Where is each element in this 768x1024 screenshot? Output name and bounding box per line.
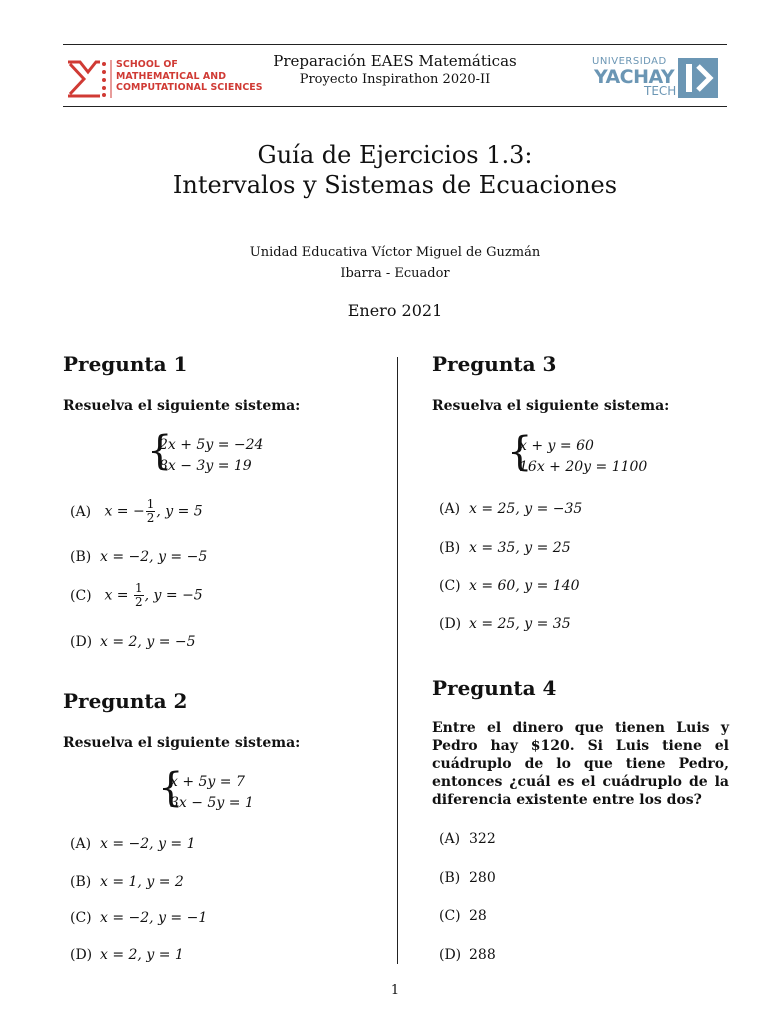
option-value-prefix: x = <box>104 587 133 604</box>
option-value-prefix: x = − <box>104 503 145 520</box>
question-3-option-a[interactable] <box>439 501 582 517</box>
column-divider <box>397 357 398 964</box>
option-label: (A) <box>439 501 461 517</box>
option-value: x = −2, y = −5 <box>100 549 208 565</box>
question-4-title: Pregunta 4 <box>432 676 557 700</box>
option-label: (C) <box>439 908 461 924</box>
option-value-suffix: , y = −5 <box>144 587 203 604</box>
option-value: x = −2, y = 1 <box>100 836 196 852</box>
option-value: x = 1, y = 2 <box>100 874 184 890</box>
question-4-option-b[interactable] <box>439 870 496 886</box>
document-title-line1: Guía de Ejercicios 1.3: <box>257 141 533 169</box>
school-logo-line: MATHEMATICAL AND <box>116 70 227 82</box>
option-label: (A) <box>70 836 92 852</box>
question-2-option-b[interactable] <box>70 874 184 890</box>
page-number: 1 <box>390 983 400 998</box>
option-label: (C) <box>70 587 92 604</box>
school-logo-line: COMPUTATIONAL SCIENCES <box>116 82 263 93</box>
system-equation: 16x + 20y = 1100 <box>519 459 648 475</box>
question-2-title: Pregunta 2 <box>63 689 188 713</box>
option-value: x = 60, y = 140 <box>469 578 580 594</box>
option-label: (D) <box>70 634 93 650</box>
option-label: (C) <box>439 578 461 594</box>
question-2-option-c[interactable] <box>70 910 207 926</box>
question-1-option-d[interactable] <box>70 634 196 650</box>
header-bottom-rule <box>63 106 727 107</box>
question-1-title: Pregunta 1 <box>63 352 188 376</box>
option-value-suffix: , y = 5 <box>156 503 203 520</box>
fraction <box>146 498 156 525</box>
fraction <box>134 582 144 609</box>
fraction-denominator: 2 <box>134 595 143 609</box>
option-value: 280 <box>469 870 496 886</box>
question-2-option-d[interactable] <box>70 947 184 963</box>
option-value: x = −2, y = −1 <box>100 910 208 926</box>
option-value: x = 2, y = −5 <box>100 634 196 650</box>
header-subtitle: Proyecto Inspirathon 2020-II <box>299 72 491 87</box>
system-brace: { <box>507 429 533 475</box>
fraction-numerator: 1 <box>146 497 155 511</box>
question-1-option-b[interactable] <box>70 549 207 565</box>
question-4-option-c[interactable] <box>439 908 487 924</box>
school-logo-line: SCHOOL OF <box>116 59 178 70</box>
university-emblem-icon <box>678 58 718 98</box>
question-3-title: Pregunta 3 <box>432 352 557 376</box>
option-label: (B) <box>439 540 461 556</box>
option-label: (B) <box>439 870 461 886</box>
header-title: Preparación EAES Matemáticas <box>273 52 517 70</box>
fraction-denominator: 2 <box>146 511 155 525</box>
system-equation: x + y = 60 <box>519 438 594 454</box>
option-value: x = 25, y = 35 <box>469 616 571 632</box>
university-logo <box>592 54 728 102</box>
question-4-option-d[interactable] <box>439 947 496 963</box>
system-brace: { <box>158 765 184 811</box>
fraction-numerator: 1 <box>134 581 143 595</box>
university-logo-line2: YACHAY <box>594 66 675 88</box>
university-logo-line1: UNIVERSIDAD <box>592 56 667 67</box>
system-equation: x + 5y = 7 <box>170 774 245 790</box>
university-logo-line3: TECH <box>644 84 677 98</box>
option-label: (A) <box>70 503 92 520</box>
option-value: 28 <box>469 908 487 924</box>
header-top-rule <box>63 44 727 45</box>
question-3-option-c[interactable] <box>439 578 580 594</box>
option-label: (B) <box>70 549 92 565</box>
system-equation: 2x + 5y = −24 <box>159 437 264 453</box>
school-logo-text <box>116 59 263 94</box>
system-brace: { <box>147 428 173 474</box>
question-1-option-c[interactable] <box>70 582 203 609</box>
question-3-option-d[interactable] <box>439 616 571 632</box>
option-value: 322 <box>469 831 496 847</box>
question-3-option-b[interactable] <box>439 540 571 556</box>
option-label: (A) <box>439 831 461 847</box>
question-3-instruction: Resuelva el siguiente sistema: <box>432 398 670 414</box>
option-label: (C) <box>70 910 92 926</box>
institution: Unidad Educativa Víctor Miguel de Guzmán <box>249 245 541 260</box>
system-equation: 3x − 5y = 1 <box>170 795 254 811</box>
question-4-option-a[interactable] <box>439 831 496 847</box>
option-value: x = 35, y = 25 <box>469 540 571 556</box>
document-title-line2: Intervalos y Sistemas de Ecuaciones <box>172 171 618 199</box>
question-2-option-a[interactable] <box>70 836 196 852</box>
option-value: 288 <box>469 947 496 963</box>
location: Ibarra - Ecuador <box>340 266 450 281</box>
question-4-text: Entre el dinero que tienen Luis y Pedro hay $120. Si Luis tiene el cuádruplo de lo que tiene Pedro, entonces ¿cuál es el cuádruplo de la diferencia existente entre los dos? <box>432 720 729 808</box>
question-1-option-a[interactable] <box>70 498 203 525</box>
system-equation: 8x − 3y = 19 <box>159 458 252 474</box>
question-2-instruction: Resuelva el siguiente sistema: <box>63 735 301 751</box>
option-label: (B) <box>70 874 92 890</box>
option-value: x = 2, y = 1 <box>100 947 184 963</box>
option-value: x = 25, y = −35 <box>469 501 583 517</box>
question-1-instruction: Resuelva el siguiente sistema: <box>63 398 301 414</box>
option-label: (D) <box>439 616 462 632</box>
option-label: (D) <box>70 947 93 963</box>
option-label: (D) <box>439 947 462 963</box>
document-date: Enero 2021 <box>347 301 443 320</box>
